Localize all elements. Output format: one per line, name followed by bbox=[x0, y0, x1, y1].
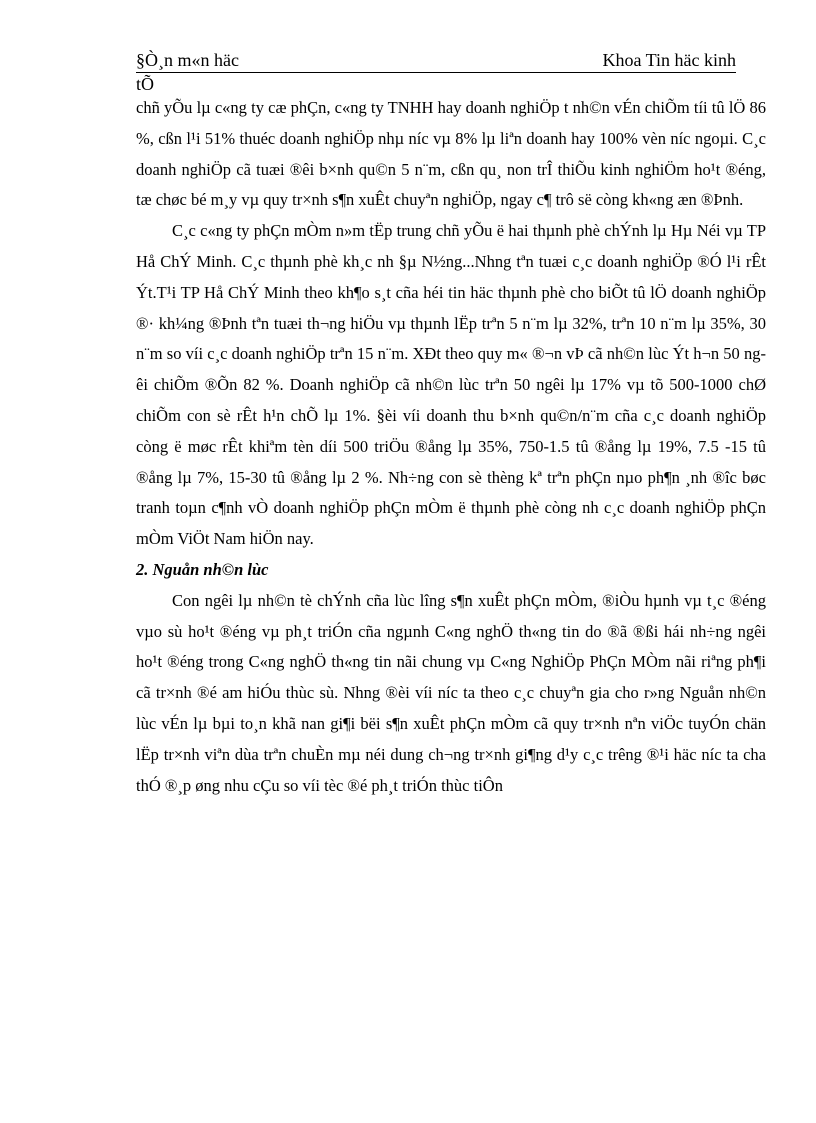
section-heading-human-resources: 2. Nguån nh©n lùc bbox=[136, 559, 269, 579]
header-faculty-continuation: tÕ bbox=[136, 74, 154, 94]
paragraph-human-resources: Con ngêi lµ nh©n tè chÝnh cña lùc lîng s¶n xuÊt phÇn mÒm, ®iÒu hµnh vµ t¸c ®éng vµo sù ho¹t ®éng vµ ph¸t triÓn cña ngµnh C«ng nghÖ th«ng tin do ®ã ®ßi hái nh÷ng ngêi ho¹t ®éng trong C«ng nghÖ th«ng tin nãi chung vµ C«ng NghiÖp PhÇn MÒm nãi riªng ph¶i cã tr×nh ®é am hiÓu thùc sù. Nhng ®èi víi níc ta theo c¸c chuyªn gia cho r»ng Nguån nh©n lùc vÉn lµ bµi to¸n khã nan gi¶i bëi s¶n xuÊt phÇn mÒm cã quy tr×nh nªn viÖc tuyÓn chän lËp tr×nh viªn dùa trªn chuÈn mµ néi dung ch¬ng tr×nh gi¶ng d¹y c¸c trêng ®¹i häc níc ta cha thÓ ®¸p øng nhu cÇu so víi tèc ®é ph¸t triÓn thùc tiÔn bbox=[136, 590, 766, 795]
paragraph-continuation: chñ yÕu lµ c«ng ty cæ phÇn, c«ng ty TNHH hay doanh nghiÖp t nh©n vÉn chiÕm tíi tû lÖ 86 %, cßn l¹i 51% thuéc doanh nghiÖp nhµ níc vµ 8% lµ liªn doanh hay 100% vèn níc ngoµi. C¸c doanh nghiÖp cã tuæi ®êi b×nh qu©n 5 n¨m, cßn qu¸ non trÎ thiÕu kinh nghiÖm ho¹t ®éng, tæ chøc bé m¸y vµ quy tr×nh s¶n xuÊt chuyªn nghiÖp, ngay c¶ trô së còng kh«ng æn ®Þnh. bbox=[136, 98, 766, 210]
header-course-title: §Ò¸n m«n häc bbox=[136, 50, 239, 70]
document-body bbox=[136, 93, 766, 801]
header-faculty: Khoa Tin häc kinh bbox=[602, 50, 736, 70]
paragraph-company-stats: C¸c c«ng ty phÇn mÒm n»m tËp trung chñ yÕu ë hai thµnh phè chÝnh lµ Hµ Néi vµ TP Hå ChÝ Minh. C¸c thµnh phè kh¸c nh §µ N½ng...Nhng tªn tuæi c¸c doanh nghiÖp ®Ó l¹i rÊt Ýt.T¹i TP Hå ChÝ Minh theo kh¶o s¸t cña héi tin häc thµnh phè cho biÕt tû lÖ doanh nghiÖp ®· kh¼ng ®Þnh tªn tuæi th¬ng hiÖu vµ thµnh lËp trªn 5 n¨m lµ 32%, trªn 10 n¨m lµ 35%, 30 n¨m so víi c¸c doanh nghiÖp trªn 15 n¨m. XÐt theo quy m« ®¬n vÞ cã nh©n lùc Ýt h¬n 50 ngêi chiÕm ®Õn 82 %. Doanh nghiÖp cã nh©n lùc trªn 50 ngêi lµ 17% vµ tõ 500-1000 chØ chiÕm con sè rÊt h¹n chÕ lµ 1%. §èi víi doanh thu b×nh qu©n/n¨m cña c¸c doanh nghiÖp còng ë møc rÊt khiªm tèn díi 500 triÖu ®ång lµ 35%, 750-1.5 tû ®ång lµ 19%, 7.5 -15 tû ®ång lµ 7%, 15-30 tû ®ång lµ 2 %. Nh÷ng con sè thèng kª trªn phÇn nµo ph¶n ¸nh ®îc bøc tranh toµn c¶nh vÒ doanh nghiÖp phÇn mÒm ë thµnh phè còng nh c¸c doanh nghiÖp phÇn mÒm ViÖt Nam hiÖn nay. bbox=[136, 221, 766, 549]
page-header bbox=[136, 50, 736, 73]
